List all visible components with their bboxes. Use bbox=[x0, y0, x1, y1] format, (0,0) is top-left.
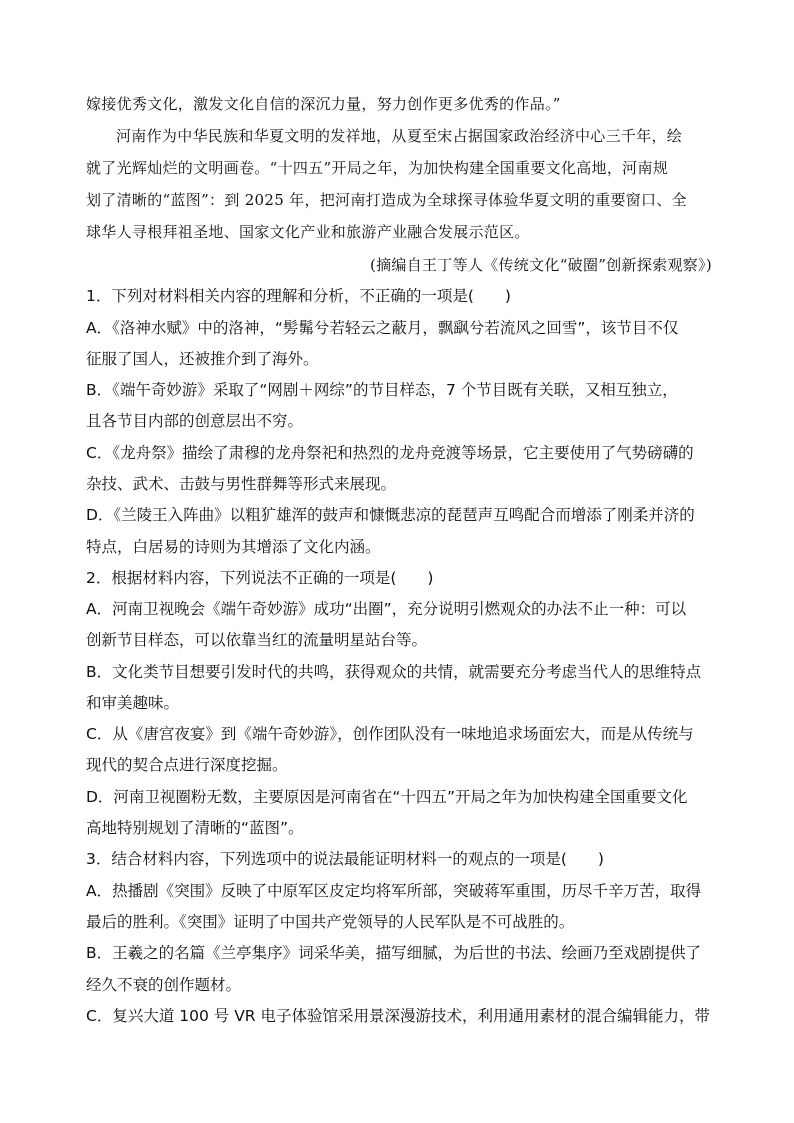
option-line: B．王羲之的名篇《兰亭集序》词采华美，描写细腻，为后世的书法、绘画乃至戏剧提供了 bbox=[86, 944, 702, 962]
option-line: 经久不衰的创作题材。 bbox=[86, 976, 242, 994]
option-line: 创新节目样态，可以依靠当红的流量明星站台等。 bbox=[86, 631, 428, 649]
option-line: B．文化类节目想要引发时代的共鸣，获得观众的共情，就需要充分考虑当代人的思维特点 bbox=[86, 663, 702, 681]
option-line: A．热播剧《突围》反映了中原军区皮定均将军所部，突破蒋军重围，历尽千辛万苦，取得 bbox=[86, 882, 702, 900]
option-line: C．《龙舟祭》描绘了肃穆的龙舟祭祀和热烈的龙舟竞渡等场景，它主要使用了气势磅礴的 bbox=[86, 444, 694, 462]
passage-source: (摘编自王丁等人《传统文化“破圈”创新探索观察》) bbox=[369, 256, 712, 274]
option-line: C．复兴大道 100 号 VR 电子体验馆采用景深漫游技术，利用通用素材的混合编辑能力，带 bbox=[86, 1007, 710, 1025]
option-line: A．河南卫视晚会《端午奇妙游》成功“出圈”，充分说明引燃观众的办法不止一种：可以 bbox=[86, 600, 687, 618]
option-line: B．《端午奇妙游》采取了“网剧＋网综”的节目样态，7 个节目既有关联，又相互独立， bbox=[86, 381, 678, 399]
option-line: C．从《唐宫夜宴》到《端午奇妙游》，创作团队没有一味地追求场面宏大，而是从传统与 bbox=[86, 725, 694, 743]
question-stem: 1．下列对材料相关内容的理解和分析，不正确的一项是( ) bbox=[86, 287, 511, 305]
option-line: 杂技、武术、击鼓与男性群舞等形式来展现。 bbox=[86, 475, 397, 493]
option-line: 且各节目内部的创意层出不穷。 bbox=[86, 412, 304, 430]
option-line: D．河南卫视圈粉无数，主要原因是河南省在“十四五”开局之年为加快构建全国重要文化 bbox=[86, 788, 688, 806]
option-line: 和审美趣味。 bbox=[86, 694, 180, 712]
passage-line: 球华人寻根拜祖圣地、国家文化产业和旅游产业融合发展示范区。 bbox=[86, 223, 530, 241]
option-line: 最后的胜利。《突围》证明了中国共产党领导的人民军队是不可战胜的。 bbox=[86, 913, 575, 931]
option-line: 现代的契合点进行深度挖掘。 bbox=[86, 756, 288, 774]
passage-line: 嫁接优秀文化，激发文化自信的深沉力量，努力创作更多优秀的作品。” bbox=[86, 95, 561, 113]
option-line: 特点，白居易的诗则为其增添了文化内涵。 bbox=[86, 538, 381, 556]
option-line: 高地特别规划了清晰的“蓝图”。 bbox=[86, 819, 304, 837]
question-stem: 3．结合材料内容，下列选项中的说法最能证明材料一的观点的一项是( ) bbox=[86, 850, 604, 868]
question-stem: 2．根据材料内容，下列说法不正确的一项是( ) bbox=[86, 569, 434, 587]
passage-line: 划了清晰的“蓝图”：到 2025 年，把河南打造成为全球探寻体验华夏文明的重要窗口、全 bbox=[86, 191, 687, 209]
passage-line: 就了光辉灿烂的文明画卷。“十四五”开局之年，为加快构建全国重要文化高地，河南规 bbox=[86, 159, 669, 177]
option-line: D．《兰陵王入阵曲》以粗犷雄浑的鼓声和慷慨悲凉的琵琶声互鸣配合而增添了刚柔并济的 bbox=[86, 506, 695, 524]
passage-line: 河南作为中华民族和华夏文明的发祥地，从夏至宋占据国家政治经济中心三千年，绘 bbox=[116, 127, 683, 145]
option-line: 征服了国人，还被推介到了海外。 bbox=[86, 350, 319, 368]
option-line: A．《洛神水赋》中的洛神，“髣髴兮若轻云之蔽月，飘飖兮若流风之回雪”，该节目不仅 bbox=[86, 319, 679, 337]
